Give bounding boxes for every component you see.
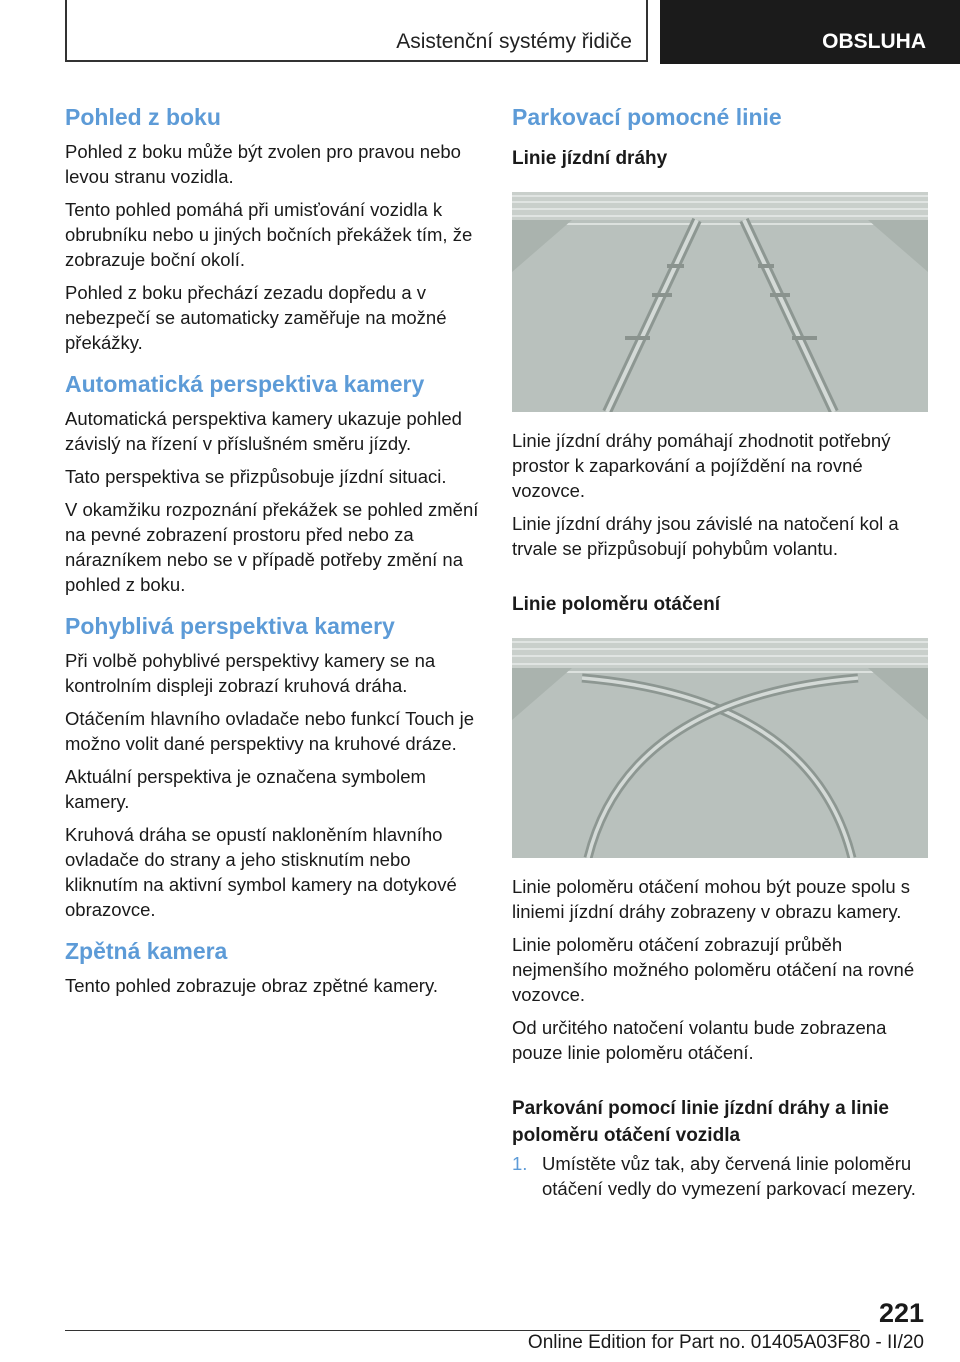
left-column bbox=[65, 100, 480, 1010]
paragraph: Pohled z boku může být zvolen pro pravou nebo levou stranu vozidla. bbox=[65, 141, 461, 187]
right-column bbox=[512, 100, 932, 1201]
lane-lines-illustration bbox=[512, 192, 928, 412]
paragraph: Otáčením hlavního ovladače nebo funkcí Touch je možno volit dané perspektivy na kruhové dráze. bbox=[65, 708, 474, 754]
paragraph: Pohled z boku přechází zezadu dopředu a v nebezpečí se automaticky zaměřuje na možné překážky. bbox=[65, 282, 447, 353]
paragraph: V okamžiku rozpoznání překážek se pohled změní na pevné zobrazení prostoru před nebo za nárazníkem nebo se v případě potřeby změní na pohled z boku. bbox=[65, 499, 479, 595]
list-item bbox=[512, 1151, 932, 1201]
chapter-title: Asistenční systémy řidiče bbox=[396, 30, 632, 53]
turning-radius-illustration bbox=[512, 638, 928, 858]
step-text: Umístěte vůz tak, aby červená linie poloměru otáčení vedly do vymezení parkovací mezery. bbox=[542, 1153, 916, 1199]
footer-divider bbox=[65, 1330, 860, 1331]
paragraph: Při volbě pohyblivé perspektivy kamery se na kontrolním displeji zobrazí kruhová dráha. bbox=[65, 650, 436, 696]
paragraph: Linie jízdní dráhy pomáhají zhodnotit potřebný prostor k zaparkování a pojíždění na rovné vozovce. bbox=[512, 430, 891, 501]
section-title: Parkovací pomocné linie bbox=[512, 104, 782, 130]
subsection-title: Linie jízdní dráhy bbox=[512, 148, 668, 169]
subsection-title: Parkování pomocí linie jízdní dráhy a linie poloměru otáčení vozidla bbox=[512, 1098, 889, 1146]
section-title: Zpětná kamera bbox=[65, 938, 228, 964]
steps-list bbox=[512, 1151, 932, 1201]
section-title: Automatická perspektiva kamery bbox=[65, 371, 425, 397]
paragraph: Automatická perspektiva kamery ukazuje pohled závislý na řízení v příslušném směru jízdy. bbox=[65, 408, 462, 454]
paragraph: Aktuální perspektiva je označena symbolem kamery. bbox=[65, 766, 426, 812]
section-movable-perspective bbox=[65, 609, 480, 922]
section-title: Pohled z boku bbox=[65, 104, 221, 130]
header-chapter-box bbox=[65, 0, 648, 62]
paragraph: Linie poloměru otáčení zobrazují průběh nejmenšího možného poloměru otáčení na rovné vozovce. bbox=[512, 934, 915, 1005]
section-side-view bbox=[65, 100, 480, 355]
paragraph: Kruhová dráha se opustí nakloněním hlavního ovladače do strany a jeho stisknutím nebo kliknutím na aktivní symbol kamery na dotykové obrazovce. bbox=[65, 824, 457, 920]
step-number: 1. bbox=[512, 1153, 528, 1174]
section-tab-label: OBSLUHA bbox=[822, 30, 926, 53]
subsection-title: Linie poloměru otáčení bbox=[512, 594, 720, 615]
page-number: 221 bbox=[878, 1298, 924, 1328]
section-auto-perspective bbox=[65, 367, 480, 597]
paragraph: Tato perspektiva se přizpůsobuje jízdní situaci. bbox=[65, 466, 447, 487]
paragraph: Od určitého natočení volantu bude zobrazena pouze linie poloměru otáčení. bbox=[512, 1017, 887, 1063]
paragraph: Linie jízdní dráhy jsou závislé na natočení kol a trvale se přizpůsobují pohybům volantu. bbox=[512, 513, 899, 559]
paragraph: Linie poloměru otáčení mohou být pouze spolu s liniemi jízdní dráhy zobrazeny v obrazu kamery. bbox=[512, 876, 911, 922]
paragraph: Tento pohled pomáhá při umisťování vozidla k obrubníku nebo u jiných bočních překážek tím, že zobrazuje boční okolí. bbox=[65, 199, 473, 270]
paragraph: Tento pohled zobrazuje obraz zpětné kamery. bbox=[65, 975, 438, 996]
footer-edition: Online Edition for Part no. 01405A03F80 - II/20 bbox=[527, 1332, 924, 1353]
section-title: Pohyblivá perspektiva kamery bbox=[65, 613, 395, 639]
section-rear-camera bbox=[65, 934, 480, 998]
section-tab bbox=[660, 0, 960, 64]
